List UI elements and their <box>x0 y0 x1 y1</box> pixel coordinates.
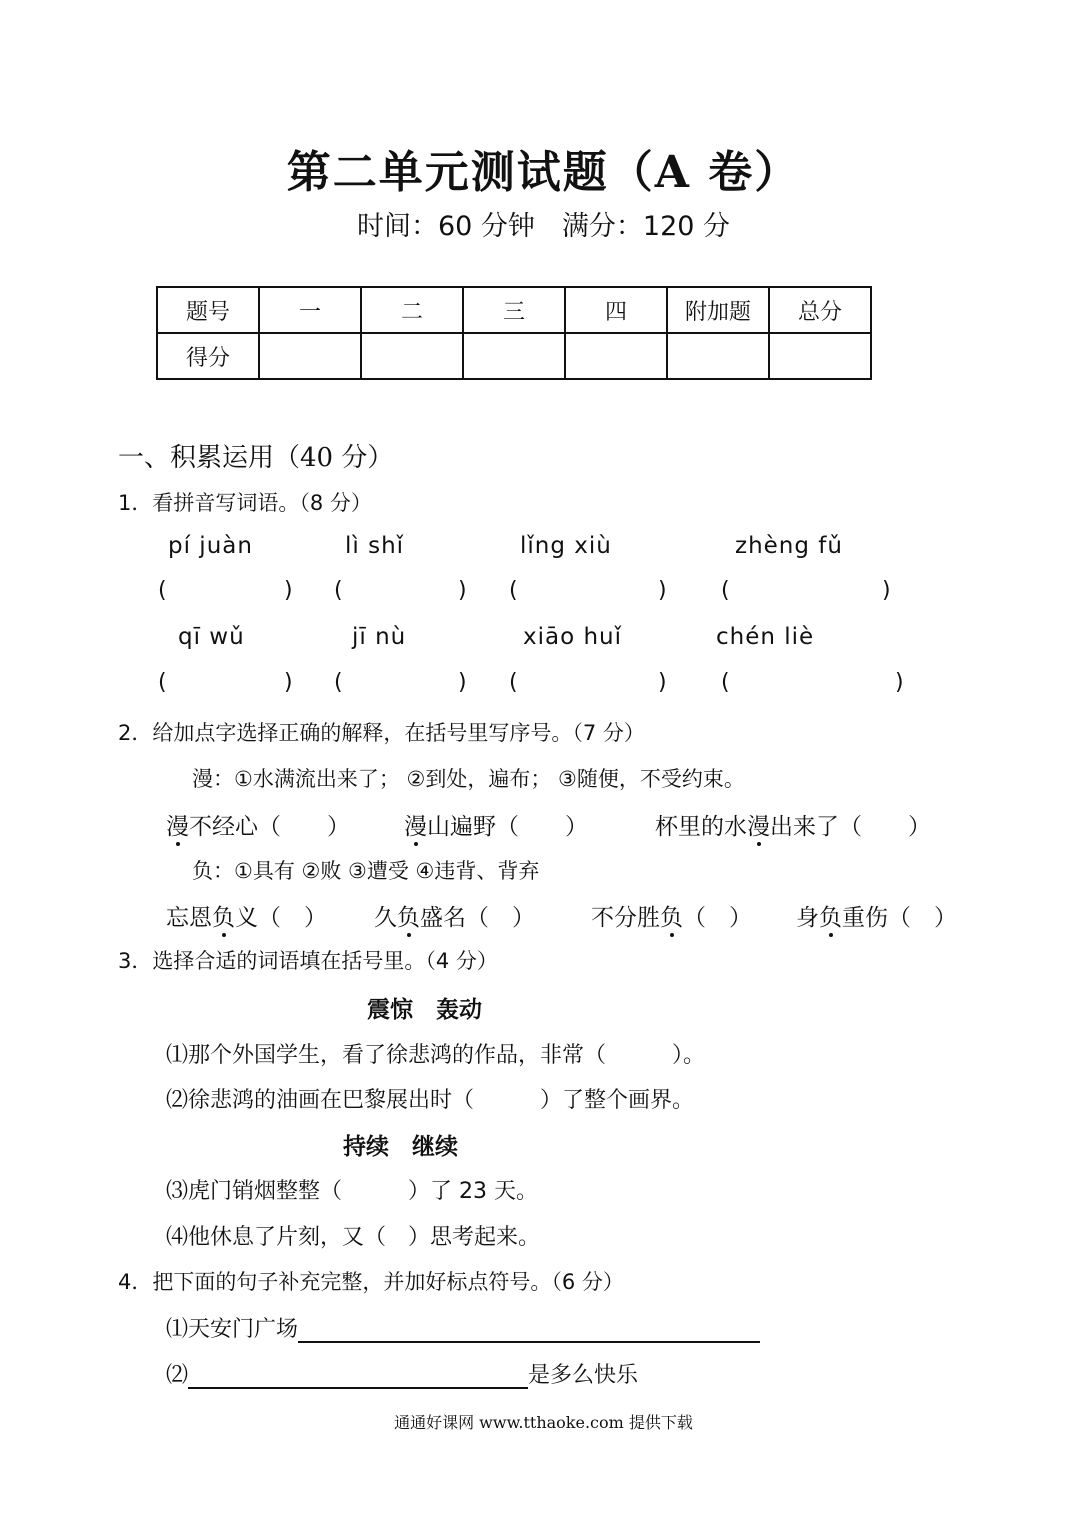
dotted-char: 负 <box>212 905 235 931</box>
score-cell-bonus: 附加题 <box>667 287 769 333</box>
word-choice-pair: 持续 继续 <box>343 1134 458 1160</box>
exam-info: 时间：60 分钟 满分：120 分 <box>356 211 731 242</box>
dotted-char: 负 <box>819 905 842 931</box>
answer-line[interactable] <box>188 1361 528 1389</box>
answer-paren-open: ( <box>158 670 167 695</box>
footer-source: 通通好课网 www.tthaoke.com 提供下载 <box>394 1413 693 1432</box>
answer-paren-close: ) <box>658 578 667 603</box>
sentence-start: ⑴天安门广场 <box>166 1317 299 1342</box>
score-table <box>156 286 872 380</box>
definition-fu: 负：①具有 ②败 ③遭受 ④违背、背弃 <box>192 859 540 883</box>
answer-paren-open: ( <box>334 670 343 695</box>
pinyin-item: pí juàn <box>168 533 253 559</box>
score-cell-4: 四 <box>565 287 667 333</box>
dotted-word-item <box>796 899 957 932</box>
item-pre: 身 <box>796 905 819 931</box>
fill-sentence: ⑷他休息了片刻，又（ ）思考起来。 <box>166 1225 541 1250</box>
question-2-prompt: 2．给加点字选择正确的解释，在括号里写序号。（7 分） <box>118 721 645 745</box>
score-cell-total: 总分 <box>769 287 871 333</box>
sentence-end: 是多么快乐 <box>528 1363 639 1388</box>
score-blank[interactable] <box>361 333 463 379</box>
score-row-label: 得分 <box>157 333 259 379</box>
dotted-char: 漫 <box>166 814 189 840</box>
pinyin-item: jī nù <box>352 624 407 650</box>
definition-man: 漫：①水满流出来了； ②到处，遍布； ③随便，不受约束。 <box>192 767 745 791</box>
score-blank[interactable] <box>463 333 565 379</box>
answer-paren-open: ( <box>158 578 167 603</box>
score-blank[interactable] <box>259 333 361 379</box>
pinyin-item: xiāo huǐ <box>523 624 623 650</box>
answer-line[interactable] <box>298 1315 760 1343</box>
item-pre: 杯里的水 <box>655 814 747 840</box>
item-post: 山遍野（ ） <box>427 814 588 840</box>
item-post: （ ） <box>683 905 752 931</box>
fill-sentence: ⑶虎门销烟整整（ ）了 23 天。 <box>166 1179 538 1204</box>
answer-paren-close: ) <box>284 670 293 695</box>
item-pre: 忘恩 <box>166 905 212 931</box>
page-title: 第二单元测试题（A 卷） <box>286 147 801 198</box>
dotted-char: 漫 <box>747 814 770 840</box>
complete-sentence <box>166 1358 638 1389</box>
dotted-word-item <box>655 808 931 841</box>
item-pre: 不分胜 <box>591 905 660 931</box>
answer-paren-close: ) <box>458 670 467 695</box>
item-post: 出来了（ ） <box>770 814 931 840</box>
answer-paren-close: ) <box>895 670 904 695</box>
dotted-word-item <box>591 899 752 932</box>
dotted-char: 漫 <box>404 814 427 840</box>
answer-paren-close: ) <box>882 578 891 603</box>
answer-paren-close: ) <box>658 670 667 695</box>
score-cell-2: 二 <box>361 287 463 333</box>
pinyin-item: lì shǐ <box>345 533 405 559</box>
answer-paren-close: ) <box>284 578 293 603</box>
score-cell-1: 一 <box>259 287 361 333</box>
item-post: 盛名（ ） <box>420 905 535 931</box>
score-cell-3: 三 <box>463 287 565 333</box>
answer-paren-close: ) <box>458 578 467 603</box>
question-4-prompt: 4．把下面的句子补充完整，并加好标点符号。（6 分） <box>118 1270 624 1294</box>
score-blank[interactable] <box>769 333 871 379</box>
dotted-word-item <box>374 899 535 932</box>
item-post: 不经心（ ） <box>189 814 350 840</box>
answer-paren-open: ( <box>334 578 343 603</box>
answer-paren-open: ( <box>509 670 518 695</box>
score-blank[interactable] <box>565 333 667 379</box>
question-1-prompt: 1．看拼音写词语。（8 分） <box>118 491 372 515</box>
word-choice-pair: 震惊 轰动 <box>367 997 482 1023</box>
sentence-start: ⑵ <box>166 1363 189 1388</box>
score-cell-label: 题号 <box>157 287 259 333</box>
dotted-char: 负 <box>397 905 420 931</box>
item-post: 重伤（ ） <box>842 905 957 931</box>
score-blank[interactable] <box>667 333 769 379</box>
question-3-prompt: 3．选择合适的词语填在括号里。（4 分） <box>118 949 498 973</box>
dotted-word-item <box>166 808 350 841</box>
score-table-header-row <box>157 287 871 333</box>
section-heading: 一、积累运用（40 分） <box>118 443 394 473</box>
dotted-char: 负 <box>660 905 683 931</box>
item-pre: 久 <box>374 905 397 931</box>
item-post: 义（ ） <box>235 905 327 931</box>
answer-paren-open: ( <box>509 578 518 603</box>
answer-paren-open: ( <box>721 670 730 695</box>
pinyin-item: zhèng fǔ <box>735 533 843 559</box>
pinyin-item: chén liè <box>716 624 815 650</box>
fill-sentence: ⑴那个外国学生，看了徐悲鸿的作品，非常（ ）。 <box>166 1043 706 1068</box>
dotted-word-item <box>166 899 327 932</box>
fill-sentence: ⑵徐悲鸿的油画在巴黎展出时（ ）了整个画界。 <box>166 1088 695 1113</box>
complete-sentence <box>166 1312 760 1343</box>
answer-paren-open: ( <box>721 578 730 603</box>
pinyin-item: qī wǔ <box>178 624 245 650</box>
score-table-score-row <box>157 333 871 379</box>
pinyin-item: lǐng xiù <box>520 533 612 559</box>
dotted-word-item <box>404 808 588 841</box>
